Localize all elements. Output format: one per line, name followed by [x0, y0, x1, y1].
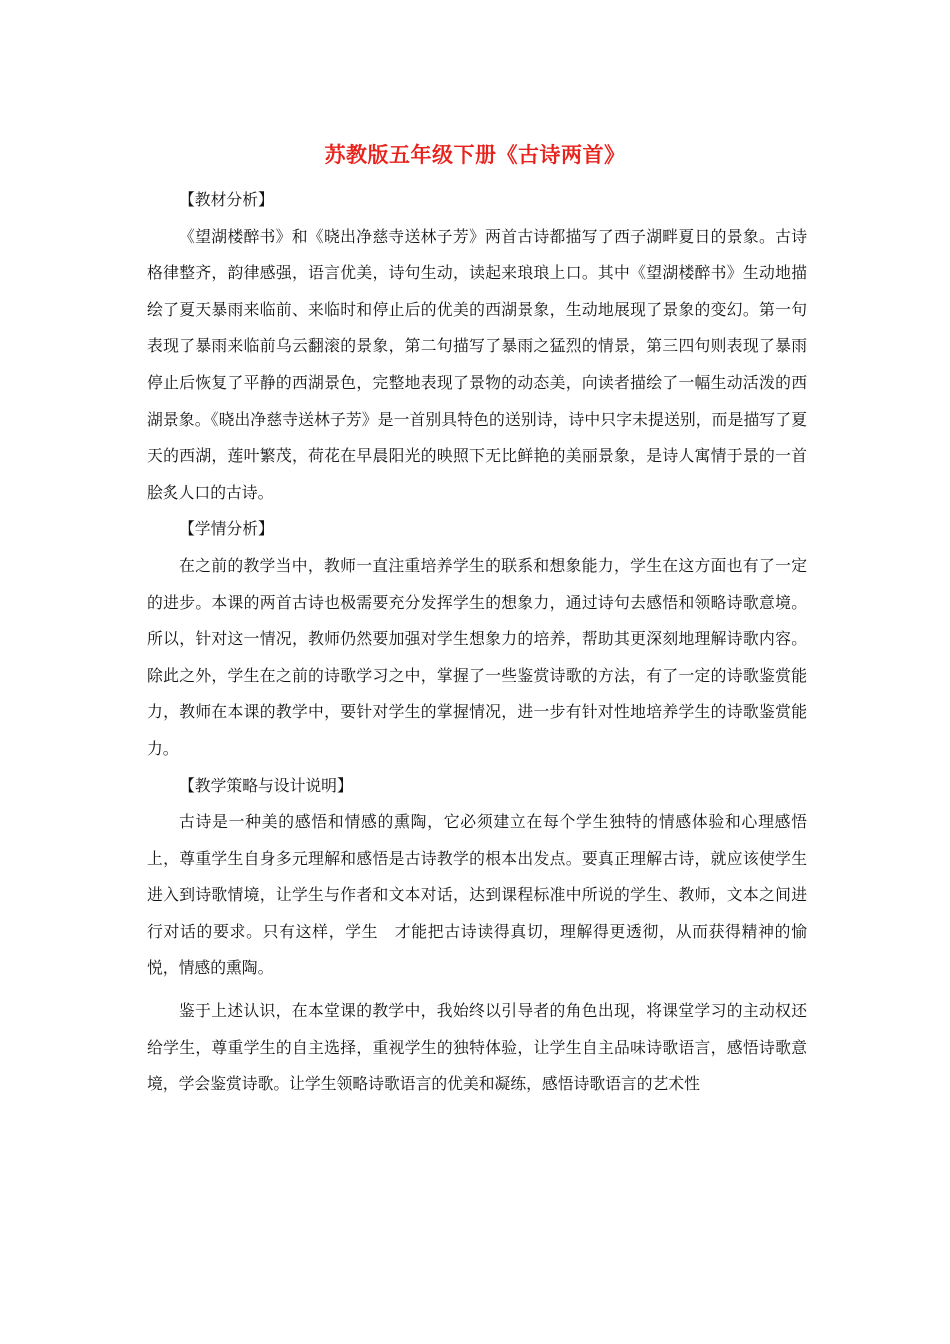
section-heading-textbook-analysis: 【教材分析】: [179, 190, 274, 209]
section-heading-teaching-strategy: 【教学策略与设计说明】: [179, 775, 353, 795]
document-title: 苏教版五年级下册《古诗两首》: [324, 143, 626, 167]
section-heading-student-analysis: 【学情分析】: [179, 519, 274, 539]
document-body: [147, 182, 807, 1103]
paragraph-teaching-strategy-2: 鉴于上述认识，在本堂课的教学中，我始终以引导者的角色出现，将课堂学习的主动权还给学生，尊重学生的自主选择，重视学生的独特体验，让学生自主品味诗歌语言，感悟诗歌意境，学会鉴赏诗歌。让学生领略诗歌语言的优美和凝练，感悟诗歌语言的艺术性: [147, 1001, 807, 1094]
paragraph-teaching-strategy-1: 古诗是一种美的感悟和情感的熏陶，它必须建立在每个学生独特的情感体验和心理感悟上，尊重学生自身多元理解和感悟是古诗教学的根本出发点。要真正理解古诗，就应该使学生进入到诗歌情境，让学生与作者和文本对话，达到课程标准中所说的学生、教师，文本之间进行对话的要求。只有这样，学生 才能把古诗读得真切，理解得更透彻，从而获得精神的愉悦，情感的熏陶。: [147, 812, 807, 978]
paragraph-textbook-analysis: 《望湖楼醉书》和《晓出净慈寺送林子芳》两首古诗都描写了西子湖畔夏日的景象。古诗格律整齐，韵律感强，语言优美，诗句生动，读起来琅琅上口。其中《望湖楼醉书》生动地描绘了夏天暴雨来临前、来临时和停止后的优美的西湖景象，生动地展现了景象的变幻。第一句表现了暴雨来临前乌云翻滚的景象，第二句描写了暴雨之猛烈的情景，第三四句则表现了暴雨停止后恢复了平静的西湖景色，完整地表现了景物的动态美，向读者描绘了一幅生动活泼的西湖景象。《晓出净慈寺送林子芳》是一首别具特色的送别诗，诗中只字未提送别，而是描写了夏天的西湖，莲叶繁茂，荷花在早晨阳光的映照下无比鲜艳的美丽景象，是诗人寓情于景的一首脍炙人口的古诗。: [147, 226, 807, 502]
paragraph-student-analysis: 在之前的教学当中，教师一直注重培养学生的联系和想象能力，学生在这方面也有了一定的进步。本课的两首古诗也极需要充分发挥学生的想象力，通过诗句去感悟和领略诗歌意境。所以，针对这一情况，教师仍然要加强对学生想象力的培养，帮助其更深刻地理解诗歌内容。除此之外，学生在之前的诗歌学习之中，掌握了一些鉴赏诗歌的方法，有了一定的诗歌鉴赏能力，教师在本课的教学中，要针对学生的掌握情况，进一步有针对性地培养学生的诗歌鉴赏能力。: [147, 555, 807, 758]
